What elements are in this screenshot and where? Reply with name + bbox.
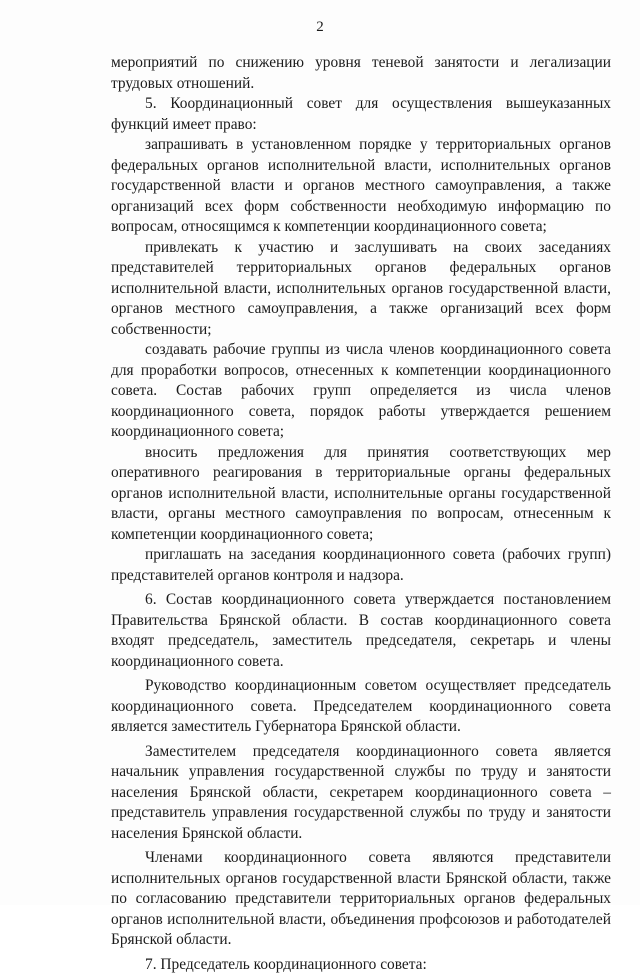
paragraph-right-request-info: запрашивать в установленном порядке у территориальных органов федеральных органов исполнительной власти, исполнительных органов государственной власти и органов местного самоуправления, а также организаций всех форм собственности необходимую информацию по вопросам, относящимся к компетенции координационного совета; bbox=[111, 135, 611, 238]
paragraph-deputy-secretary: Заместителем председателя координационного совета является начальник управления государственной службы по труду и занятости населения Брянской области, секретарем координационного совета – представитель управления государственной службы по труду и занятости населения Брянской области. bbox=[111, 742, 611, 845]
document-body bbox=[111, 53, 611, 975]
paragraph-right-working-groups: создавать рабочие группы из числа членов координационного совета для проработки вопросов, отнесенных к компетенции координационного совета. Состав рабочих групп определяется из числа членов координационного совета, порядок работы утверждается решением координационного совета; bbox=[111, 340, 611, 443]
paragraph-clause-6: 6. Состав координационного совета утверждается постановлением Правительства Брянской области. В состав координационного совета входят председатель, заместитель председателя, секретарь и члены координационного совета. bbox=[111, 590, 611, 672]
paragraph-right-invite-control: приглашать на заседания координационного совета (рабочих групп) представителей органов контроля и надзора. bbox=[111, 545, 611, 586]
page-number: 2 bbox=[0, 18, 640, 36]
paragraph-right-invite-hear: привлекать к участию и заслушивать на своих заседаниях представителей территориальных органов федеральных органов исполнительной власти, исполнительных органов государственной власти, органов местного самоуправления, а также организаций всех форм собственности; bbox=[111, 238, 611, 341]
paragraph-clause-7: 7. Председатель координационного совета: bbox=[111, 955, 611, 975]
paragraph-right-proposals: вносить предложения для принятия соответствующих мер оперативного реагирования в территориальные органы федеральных органов исполнительной власти, исполнительные органы государственной власти, органы местного самоуправления по вопросам, отнесенным к компетенции координационного совета; bbox=[111, 443, 611, 546]
paragraph-members: Членами координационного совета являются представители исполнительных органов государственной власти Брянской области, также по согласованию представители территориальных органов федеральных органов исполнительной власти, объединения профсоюзов и работодателей Брянской области. bbox=[111, 848, 611, 951]
paragraph-continuation: мероприятий по снижению уровня теневой занятости и легализации трудовых отношений. bbox=[111, 53, 611, 94]
paragraph-chairman: Руководство координационным советом осуществляет председатель координационного совета. Председателем координационного совета является заместитель Губернатора Брянской области. bbox=[111, 676, 611, 738]
paragraph-clause-5: 5. Координационный совет для осуществления вышеуказанных функций имеет право: bbox=[111, 94, 611, 135]
